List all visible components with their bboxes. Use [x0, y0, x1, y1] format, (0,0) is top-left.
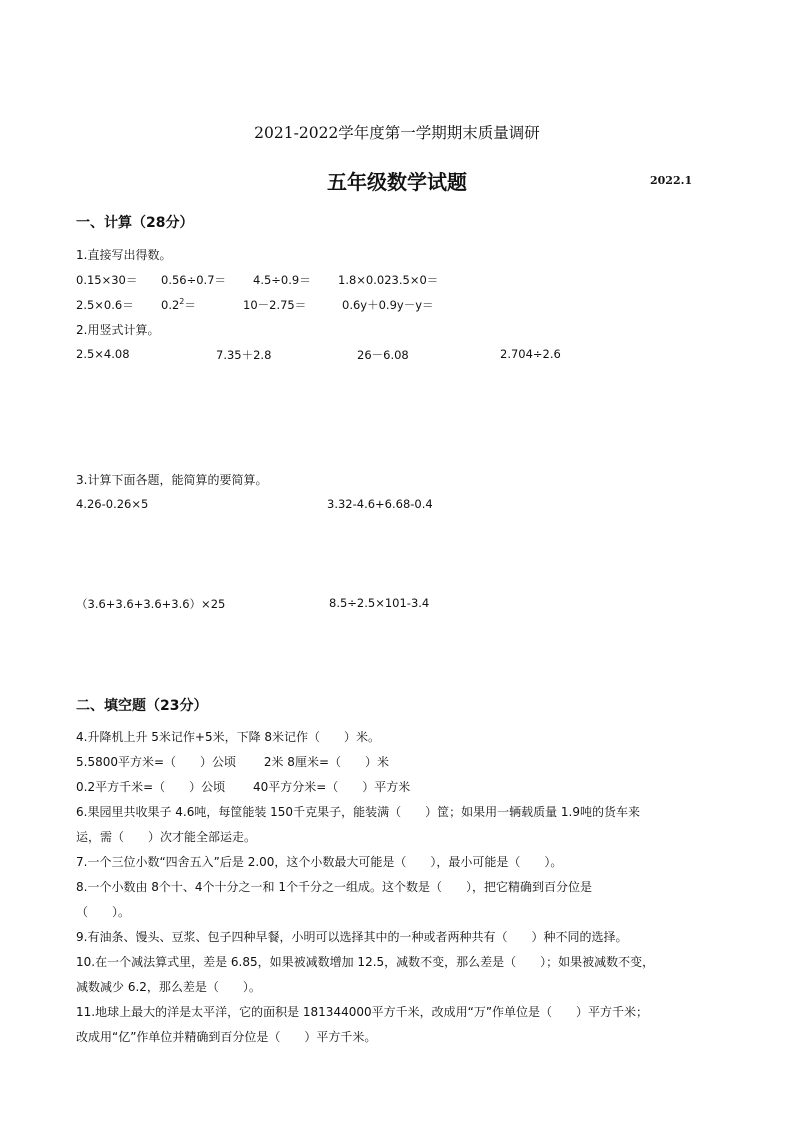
fill-in-line: 10.在一个减法算式里，差是 6.85，如果被减数增加 12.5，减数不变，那么差是（ ）；如果被减数不变， [76, 955, 655, 969]
fill-in-line: 7.一个三位小数“四舍五入”后是 2.00，这个小数最大可能是（ ），最小可能是（ ）。 [76, 855, 563, 869]
fill-in-line: 改成用“亿”作单位并精确到百分位是（ ）平方千米。 [76, 1030, 377, 1044]
power-exponent: 2 [179, 297, 185, 307]
q2-item: 2.704÷2.6 [500, 347, 561, 361]
fill-in-line: 9.有油条、馒头、豆浆、包子四种早餐，小明可以选择其中的一种或者两种共有（ ）种不同的选择。 [76, 930, 628, 944]
q1-prompt: 1.直接写出得数。 [76, 248, 172, 262]
q3-item: 8.5÷2.5×101-3.4 [329, 596, 430, 610]
fill-in-line: 5.5800平方米=（ ）公顷 2米 8厘米=（ ）米 [76, 755, 389, 769]
q2-item: 7.35＋2.8 [216, 348, 272, 362]
fill-in-line: （ ）。 [76, 905, 131, 919]
q3-item: （3.6+3.6+3.6+3.6）×25 [76, 597, 226, 611]
power-base: 0.2 [161, 298, 180, 312]
section-heading-calculation: 一、计算（28分） [76, 215, 194, 231]
exam-subtitle: 五年级数学试题 [327, 170, 467, 194]
q1-item: 0.6y＋0.9y－y＝ [342, 298, 434, 312]
q1-item: 0.15×30＝ [76, 273, 138, 287]
fill-in-line: 11.地球上最大的洋是太平洋，它的面积是 181344000平方千米，改成用“万”作单位是（ ）平方千米； [76, 1005, 649, 1019]
q2-item: 2.5×4.08 [76, 347, 130, 361]
q1-item: 0.56÷0.7＝ [161, 273, 227, 287]
fill-in-line: 0.2平方千米=（ ）公顷 40平方分米=（ ）平方米 [76, 780, 411, 794]
power-equals: ＝ [184, 298, 196, 312]
exam-date: 2022.1 [650, 174, 693, 187]
q3-item: 4.26-0.26×5 [76, 497, 149, 511]
fill-in-line: 运，需（ ）次才能全部运走。 [76, 830, 257, 844]
exam-title: 2021-2022学年度第一学期期末质量调研 [254, 124, 540, 142]
q3-prompt: 3.计算下面各题，能简算的要简算。 [76, 473, 268, 487]
q3-item: 3.32-4.6+6.68-0.4 [327, 497, 433, 511]
fill-in-line: 4.升降机上升 5米记作+5米，下降 8米记作（ ）米。 [76, 730, 381, 744]
q1-item: 2.5×0.6＝ [76, 298, 134, 312]
q2-item: 26－6.08 [357, 348, 409, 362]
fill-in-line: 6.果园里共收果子 4.6吨，每筐能装 150千克果子，能装满（ ）筐；如果用一辆载质量 1.9吨的货车来 [76, 805, 640, 819]
q1-item: 10－2.75＝ [243, 298, 307, 312]
q2-prompt: 2.用竖式计算。 [76, 323, 160, 337]
q1-item-power [161, 297, 196, 313]
q1-item: 4.5÷0.9＝ [253, 273, 311, 287]
section-heading-fill-in: 二、填空题（23分） [76, 698, 208, 714]
q1-item: 1.8×0.023.5×0＝ [338, 273, 439, 287]
fill-in-line: 8.一个小数由 8个十、4个十分之一和 1个千分之一组成。这个数是（ ），把它精确到百分位是 [76, 880, 592, 894]
fill-in-line: 减数减少 6.2，那么差是（ ）。 [76, 980, 261, 994]
